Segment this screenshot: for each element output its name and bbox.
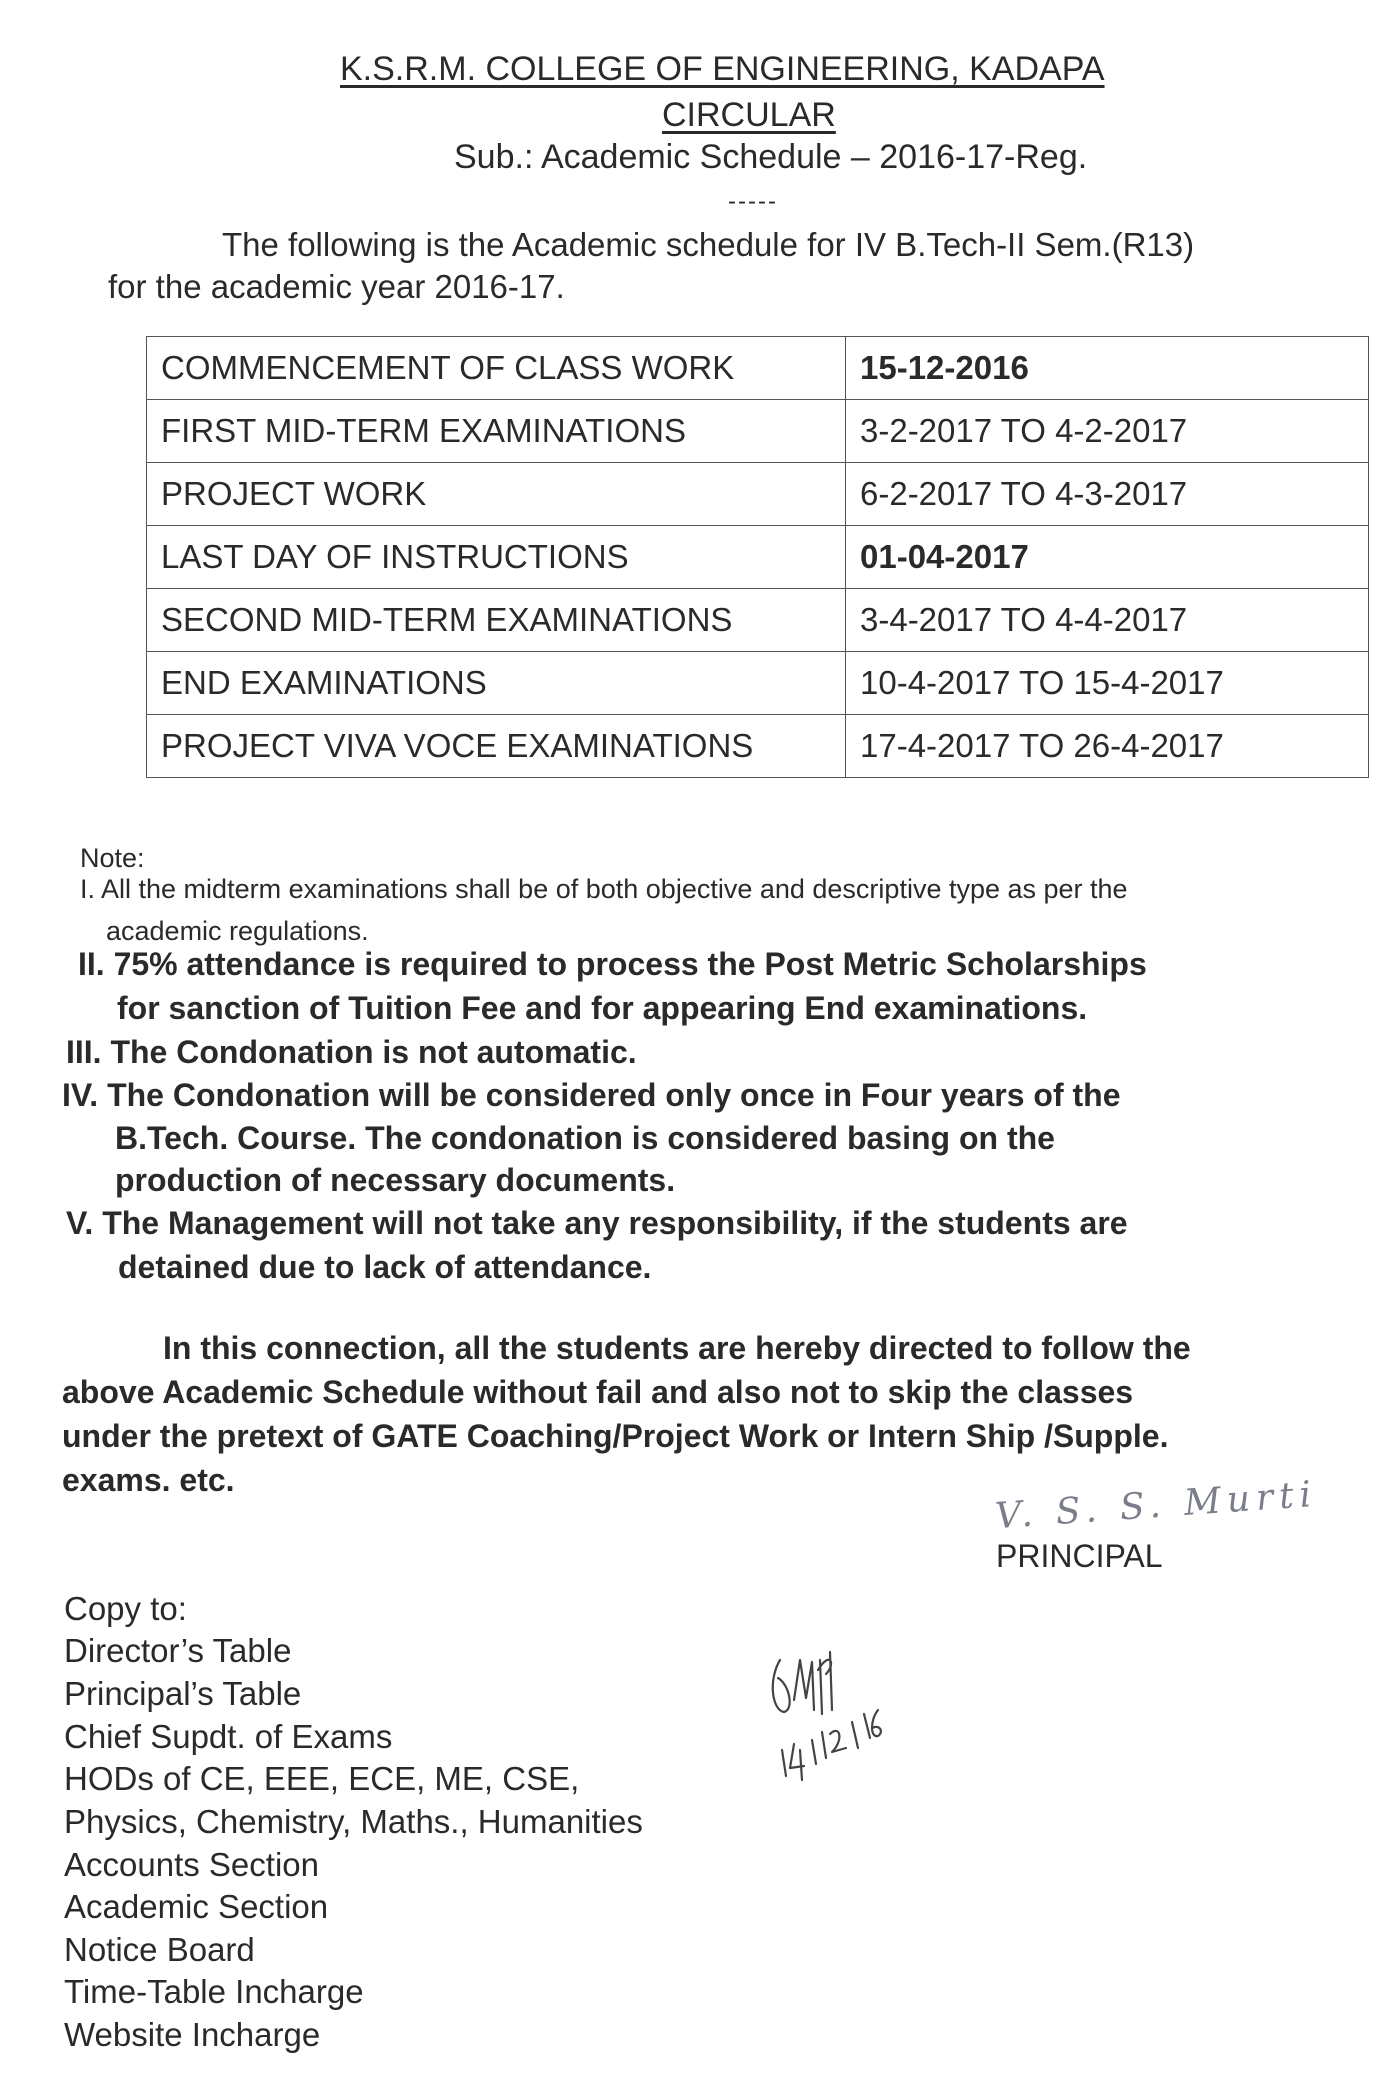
event-cell: LAST DAY OF INSTRUCTIONS: [147, 526, 846, 589]
table-row: [147, 337, 1369, 400]
separator: -----: [728, 188, 778, 215]
handwritten-initials-with-date: [760, 1640, 910, 1840]
note-2-line-1: II. 75% attendance is required to process the Post Metric Scholarships: [78, 946, 1147, 982]
table-row: [147, 652, 1369, 715]
table-row: [147, 400, 1369, 463]
subject-line: Sub.: Academic Schedule – 2016-17-Reg.: [454, 138, 1088, 176]
note-4-line-3: production of necessary documents.: [115, 1162, 676, 1198]
schedule-table: [146, 336, 1369, 778]
copy-to-item: Time-Table Incharge: [64, 1973, 364, 2010]
directive-line-3: under the pretext of GATE Coaching/Project Work or Intern Ship /Supple.: [62, 1418, 1169, 1454]
note-5-line-2: detained due to lack of attendance.: [118, 1249, 652, 1285]
note-1-line-2: academic regulations.: [106, 916, 369, 946]
table-row: [147, 715, 1369, 778]
copy-to-item: Notice Board: [64, 1931, 255, 1968]
table-row: [147, 589, 1369, 652]
date-cell: 3-2-2017 TO 4-2-2017: [846, 400, 1369, 463]
table-row: [147, 463, 1369, 526]
note-2-line-2: for sanction of Tuition Fee and for appearing End examinations.: [117, 990, 1088, 1026]
note-1-line-1: I. All the midterm examinations shall be of both objective and descriptive type as per the: [80, 874, 1128, 904]
circular-heading: CIRCULAR: [662, 96, 836, 134]
note-4-line-2: B.Tech. Course. The condonation is considered basing on the: [115, 1120, 1055, 1156]
event-cell: SECOND MID-TERM EXAMINATIONS: [147, 589, 846, 652]
event-cell: PROJECT WORK: [147, 463, 846, 526]
copy-to-title: Copy to:: [64, 1590, 187, 1627]
copy-to-item: Academic Section: [64, 1888, 329, 1925]
date-cell: 10-4-2017 TO 15-4-2017: [846, 652, 1369, 715]
date-cell: 6-2-2017 TO 4-3-2017: [846, 463, 1369, 526]
date-cell: 01-04-2017: [846, 526, 1369, 589]
copy-to-item: Director’s Table: [64, 1632, 292, 1669]
directive-line-2: above Academic Schedule without fail and also not to skip the classes: [62, 1374, 1134, 1410]
note-3: III. The Condonation is not automatic.: [66, 1034, 637, 1070]
event-cell: COMMENCEMENT OF CLASS WORK: [147, 337, 846, 400]
event-cell: PROJECT VIVA VOCE EXAMINATIONS: [147, 715, 846, 778]
directive-line-1: In this connection, all the students are hereby directed to follow the: [163, 1330, 1191, 1366]
note-5-line-1: V. The Management will not take any responsibility, if the students are: [66, 1205, 1128, 1241]
note-4-line-1: IV. The Condonation will be considered only once in Four years of the: [62, 1077, 1121, 1113]
principal-signature: V. S. S. Murti: [993, 1473, 1319, 1538]
table-row: [147, 526, 1369, 589]
principal-designation: PRINCIPAL: [996, 1538, 1163, 1574]
copy-to-item: Website Incharge: [64, 2016, 321, 2053]
date-cell: 17-4-2017 TO 26-4-2017: [846, 715, 1369, 778]
intro-line-1: The following is the Academic schedule for IV B.Tech-II Sem.(R13): [222, 226, 1195, 263]
college-name: K.S.R.M. COLLEGE OF ENGINEERING, KADAPA: [340, 50, 1105, 88]
copy-to-item: Physics, Chemistry, Maths., Humanities: [64, 1803, 643, 1840]
intro-line-2: for the academic year 2016-17.: [108, 268, 565, 305]
copy-to-item: Accounts Section: [64, 1846, 319, 1883]
copy-to-item: HODs of CE, EEE, ECE, ME, CSE,: [64, 1760, 580, 1797]
date-cell: 3-4-2017 TO 4-4-2017: [846, 589, 1369, 652]
event-cell: END EXAMINATIONS: [147, 652, 846, 715]
copy-to-item: Principal’s Table: [64, 1675, 302, 1712]
directive-line-4: exams. etc.: [62, 1462, 235, 1498]
note-label: Note:: [80, 843, 145, 873]
event-cell: FIRST MID-TERM EXAMINATIONS: [147, 400, 846, 463]
copy-to-item: Chief Supdt. of Exams: [64, 1718, 393, 1755]
date-cell: 15-12-2016: [846, 337, 1369, 400]
